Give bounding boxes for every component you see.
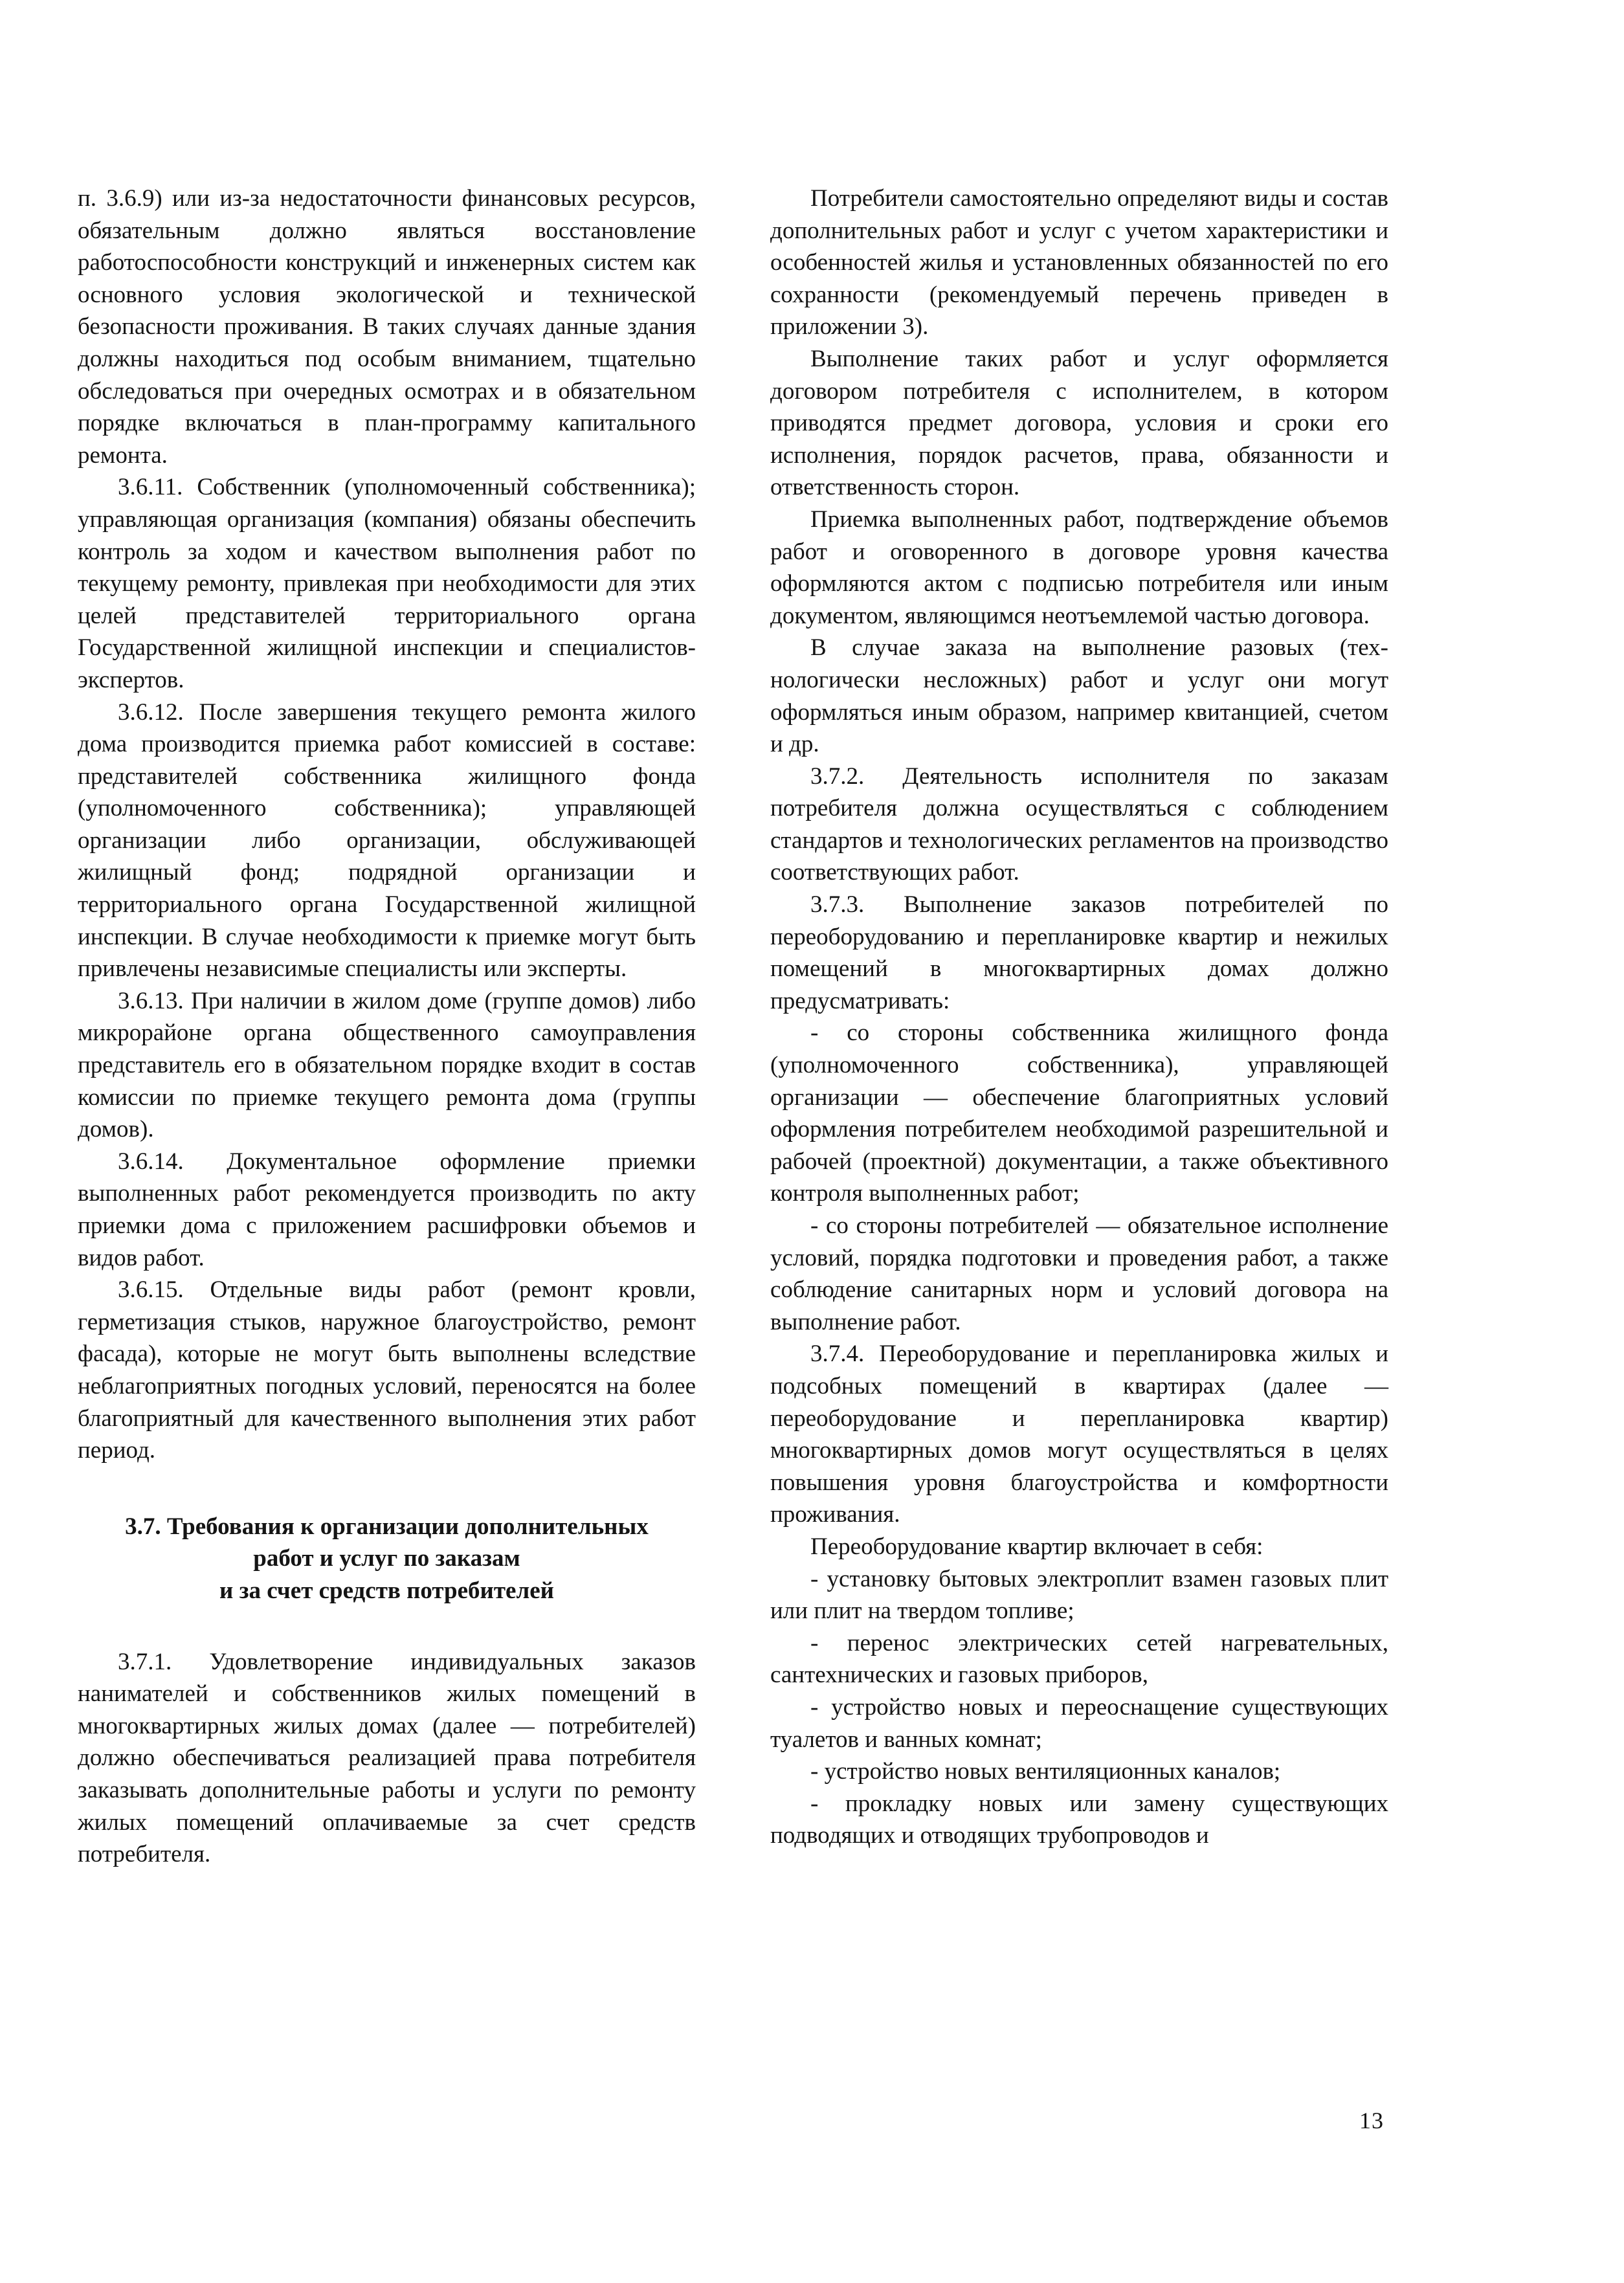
paragraph-contract: Выполнение таких работ и услуг оформляется договором потребителя с исполнителем, в котором приводятся предмет договора, условия и сроки его исполнения, порядок расчетов, права, обязанности и ответственность сторон. xyxy=(770,345,1388,501)
section-heading-line-2: работ и услуг по заказам xyxy=(253,1545,520,1572)
paragraph-3-7-2: 3.7.2. Деятельность исполнителя по заказам потребителя должна осуществляться с соблюдением стандартов и технологических регламентов на производство соответствующих работ. xyxy=(770,763,1388,886)
section-heading-3-7 xyxy=(78,1511,696,1607)
right-column xyxy=(770,183,1388,1852)
list-item-consumer-side: - со стороны потребителей — обязательное исполнение условий, порядка подготовки и проведения работ, а также соблюдение санитарных норм и условий договора на выполнение работ. xyxy=(770,1212,1388,1335)
paragraph-3-6-12: 3.6.12. После завершения текущего ремонта жилого дома производится приемка работ комиссией в составе: представителей собственника жилищного фонда (уполномоченного собственника); управляющей организации либо организации, обслуживающей жилищный фонд; подрядной организации и территориального органа Государственной жилищной инспекции. В случае необходимости к приемке могут быть привлечены независимые специалисты или эксперты. xyxy=(78,698,696,983)
paragraph-3-7-4: 3.7.4. Переоборудование и перепланировка жилых и подсобных помещений в квартирах (далее — переоборудование и перепланировка квартир) многоквартирных домов могут осуществляться в целях повышения уровня благоустройства и комфортности проживания. xyxy=(770,1341,1388,1528)
left-column xyxy=(78,183,696,1871)
paragraph-3-6-11: 3.6.11. Собственник (уполномоченный собственника); управляющая организация (компания) обязаны обеспечить контроль за ходом и качеством выполнения работ по текущему ремонту, привлекая при необходимости для этих целей представителей территориального органа Государственной жилищной инспекции и специалистов-экспертов. xyxy=(78,474,696,693)
paragraph-3-6-13: 3.6.13. При наличии в жилом доме (группе домов) либо микрорайоне органа общественного самоуправления представитель его в обязательном порядке входит в состав комиссии по приемке текущего ремонта дома (группы домов). xyxy=(78,987,696,1143)
list-item-ventilation: - устройство новых вентиляционных каналов; xyxy=(810,1758,1281,1785)
list-item-pipelines: - прокладку новых или замену существующих подводящих и отводящих трубопроводов и xyxy=(770,1790,1388,1849)
list-item-electric-networks: - перенос электрических сетей нагревательных, сантехнических и газовых приборов, xyxy=(770,1629,1388,1689)
paragraph-3-7-1: 3.7.1. Удовлетворение индивидуальных заказов нанимателей и собственников жилых помещений в многоквартирных жилых домах (далее — потребителей) должно обеспечиваться реализацией права потребителя заказывать дополнительные работы и услуги по ремонту жилых помещений оплачиваемые за счет средств потребителя. xyxy=(78,1648,696,1868)
paragraph-3-7-3: 3.7.3. Выполнение заказов потребителей по переоборудованию и перепланировке квартир и нежилых помещений в многоквартирных домах должно предусматривать: xyxy=(770,891,1388,1014)
list-item-electric-stoves: - установку бытовых электроплит взамен газовых плит или плит на твердом топливе; xyxy=(770,1565,1388,1625)
paragraph-acceptance: Приемка выполненных работ, подтверждение объемов работ и оговоренного в договоре уровня качества оформляются актом с подписью потребителя или иным документом, являющимся неотъемлемой частью договора. xyxy=(770,506,1388,629)
paragraph-3-6-15: 3.6.15. Отдельные виды работ (ремонт кровли, герметизация стыков, наружное благоустройство, ремонт фасада), которые не могут быть выполнены вследствие неблагоприятных погодных условий, переносятся на более благоприятный для качественного выполнения этих работ период. xyxy=(78,1276,696,1464)
paragraph-reequipment-includes: Переоборудование квартир включает в себя: xyxy=(810,1533,1263,1560)
list-item-toilets-bathrooms: - устройство новых и переоснащение существующих туалетов и ванных комнат; xyxy=(770,1693,1388,1753)
section-heading-line-1: 3.7. Требования к организации дополнительных xyxy=(125,1513,649,1540)
paragraph-3-6-10-continued: п. 3.6.9) или из-за недостаточности финансовых ресурсов, обязательным должно являться восстановление работоспособности конструкций и инженерных систем как основного условия экологической и технической безопасности проживания. В таких случаях данные здания должны находиться под особым вниманием, тщательно обследоваться при очередных осмотрах и в обязательном порядке включаться в план-программу капитального ремонта. xyxy=(78,185,696,469)
paragraph-consumers-define: Потребители самостоятельно определяют виды и состав дополнительных работ и услуг с учетом характеристики и особенностей жилья и установленных обязанностей по его сохранности (рекомендуемый перечень приведен в приложении 3). xyxy=(770,185,1388,340)
section-heading-line-3: и за счет средств потребителей xyxy=(219,1577,554,1604)
page-number: 13 xyxy=(1359,2108,1384,2133)
paragraph-one-time-orders: В случае заказа на выполнение разовых (технологически несложных) работ и услуг они могут оформляться иным образом, например квитанцией, счетом и др. xyxy=(770,634,1388,758)
paragraph-3-6-14: 3.6.14. Документальное оформление приемки выполненных работ рекомендуется производить по акту приемки дома с приложением расшифровки объемов и видов работ. xyxy=(78,1148,696,1271)
list-item-owner-side: - со стороны собственника жилищного фонда (уполномоченного собственника), управляющей организации — обеспечение благоприятных условий оформления потребителем необходимой разрешительной и рабочей (проектной) документации, а также объективного контроля выполненных работ; xyxy=(770,1019,1388,1207)
